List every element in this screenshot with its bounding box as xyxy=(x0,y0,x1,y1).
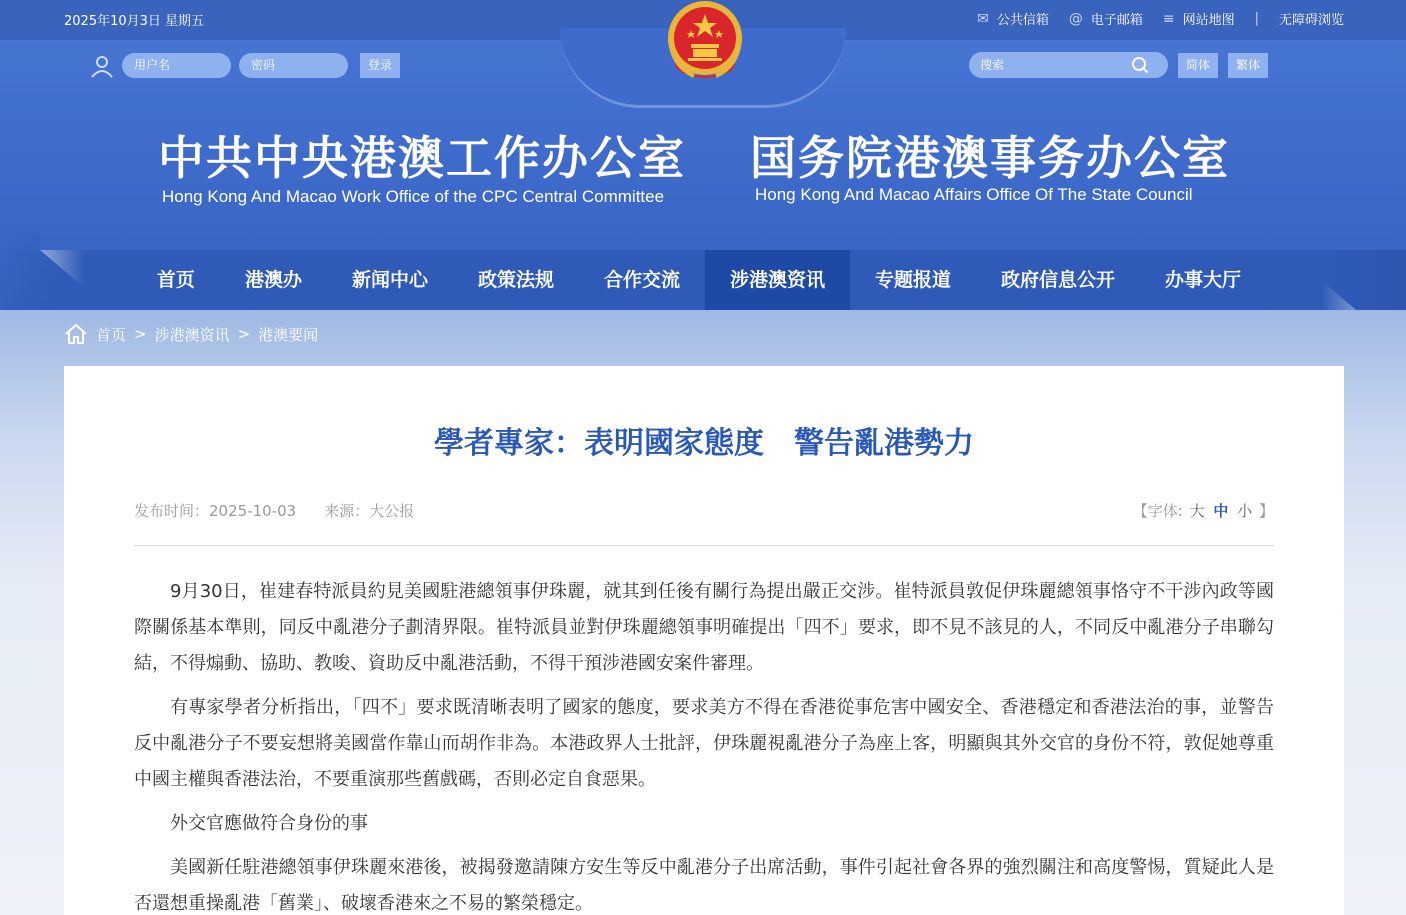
article-title: 學者專家：表明國家態度 警告亂港勢力 xyxy=(434,426,974,461)
article-paragraph: 美國新任駐港總領事伊珠麗來港後，被揭發邀請陳方安生等反中亂港分子出席活動，事件引起社會各界的強烈關注和高度警惕，質疑此人是否還想重操亂港「舊業」、破壞香港來之不易的繁榮穩定。 xyxy=(134,857,1274,914)
nav-item-home[interactable]: 首页 xyxy=(156,269,195,291)
at-icon: @ xyxy=(1068,10,1083,27)
breadcrumb xyxy=(64,322,318,346)
simplified-button[interactable]: 简体 xyxy=(1178,53,1218,78)
title-left-cn: 中共中央港澳工作办公室 xyxy=(158,131,686,185)
search-box xyxy=(969,52,1168,78)
article-body xyxy=(134,574,1274,915)
login-bar xyxy=(90,53,400,78)
article-paragraph: 有專家學者分析指出，「四不」要求既清晰表明了國家的態度，要求美方不得在香港從事危害中國安全、香港穩定和香港法治的事，並警告反中亂港分子不要妄想將美國當作靠山而胡作非為。本港政界人士批評，伊珠麗視亂港分子為座上客，明顯與其外交官的身份不符，敦促她尊重中國主權與香港法治，不要重演那些舊戲碼，否則必定自食惡果。 xyxy=(134,697,1274,790)
article-paragraph: 9月30日，崔建春特派員約見美國駐港總領事伊珠麗，就其到任後有關行為提出嚴正交涉。崔特派員敦促伊珠麗總領事恪守不干涉內政等國際關係基本準則，同反中亂港分子劃清界限。崔特派員並對伊珠麗總領事明確提出「四不」要求，即不見不該見的人，不同反中亂港分子串聯勾結，不得煽動、協助、教唆、資助反中亂港活動，不得干預涉港國安案件審理。 xyxy=(134,581,1274,674)
accessibility-link[interactable] xyxy=(1279,9,1344,28)
national-emblem-icon xyxy=(664,0,746,84)
login-button[interactable]: 登录 xyxy=(360,53,400,78)
nav-bar xyxy=(0,250,1406,310)
nav-item-cooperation[interactable]: 合作交流 xyxy=(603,269,680,291)
divider xyxy=(134,545,1274,546)
sitemap-link[interactable] xyxy=(1163,9,1235,28)
nav-item-special-reports[interactable]: 专题报道 xyxy=(875,269,952,291)
search-input[interactable] xyxy=(969,58,1129,72)
home-icon xyxy=(64,322,88,346)
site-header xyxy=(0,0,1406,250)
font-size-large[interactable]: 大 xyxy=(1189,502,1205,520)
menu-icon: ≡ xyxy=(1162,10,1175,27)
public-mailbox-link[interactable] xyxy=(977,9,1049,28)
sitemap-label: 网站地图 xyxy=(1182,13,1235,28)
breadcrumb-current[interactable]: 港澳要闻 xyxy=(258,325,319,344)
search-icon[interactable] xyxy=(1131,56,1149,74)
accessibility-label: 无障碍浏览 xyxy=(1278,13,1344,28)
nav-item-gov-info[interactable]: 政府信息公开 xyxy=(1001,269,1116,291)
language-switch xyxy=(1168,53,1268,78)
current-date: 2025年10月3日 星期五 xyxy=(64,14,205,29)
mail-icon: ✉ xyxy=(977,10,989,27)
public-mailbox-label: 公共信箱 xyxy=(996,13,1049,28)
nav-item-policies[interactable]: 政策法规 xyxy=(477,269,554,291)
breadcrumb-home[interactable]: 首页 xyxy=(96,325,127,344)
top-links xyxy=(957,9,1344,28)
email-link[interactable] xyxy=(1069,9,1143,28)
main-navigation xyxy=(0,232,1406,310)
article-meta xyxy=(134,500,442,521)
email-label: 电子邮箱 xyxy=(1090,13,1143,28)
article-subheading: 外交官應做符合身份的事 xyxy=(170,813,368,834)
breadcrumb-hk-macao-news[interactable]: 涉港澳资讯 xyxy=(154,325,230,344)
nav-item-service-hall[interactable]: 办事大厅 xyxy=(1165,269,1242,291)
publish-time: 发布时间：2025-10-03 xyxy=(134,502,297,520)
title-left-en: Hong Kong And Macao Work Office of the CPC Central Committee xyxy=(162,187,665,206)
nav-item-hkmao[interactable]: 港澳办 xyxy=(244,269,302,291)
title-right-cn: 国务院港澳事务办公室 xyxy=(750,131,1230,185)
article-source: 来源：大公报 xyxy=(324,502,415,520)
article-card xyxy=(64,366,1344,915)
font-size-suffix: 】 xyxy=(1258,502,1274,520)
nav-item-hk-macao-news[interactable]: 涉港澳资讯 xyxy=(705,250,850,310)
nav-items xyxy=(132,250,1266,310)
font-size-medium[interactable]: 中 xyxy=(1213,502,1229,520)
font-size-small[interactable]: 小 xyxy=(1237,502,1253,520)
user-icon xyxy=(90,54,114,78)
font-size-switch xyxy=(1133,500,1274,521)
font-size-prefix: 【字体: xyxy=(1132,502,1183,520)
breadcrumb-separator: > xyxy=(237,325,251,343)
username-input[interactable] xyxy=(122,53,231,78)
divider: | xyxy=(1254,11,1259,26)
nav-item-news-center[interactable]: 新闻中心 xyxy=(351,269,428,291)
password-input[interactable] xyxy=(239,53,348,78)
traditional-button[interactable]: 繁体 xyxy=(1228,53,1268,78)
title-right-en: Hong Kong And Macao Affairs Office Of The State Council xyxy=(755,185,1193,204)
breadcrumb-separator: > xyxy=(134,325,147,343)
